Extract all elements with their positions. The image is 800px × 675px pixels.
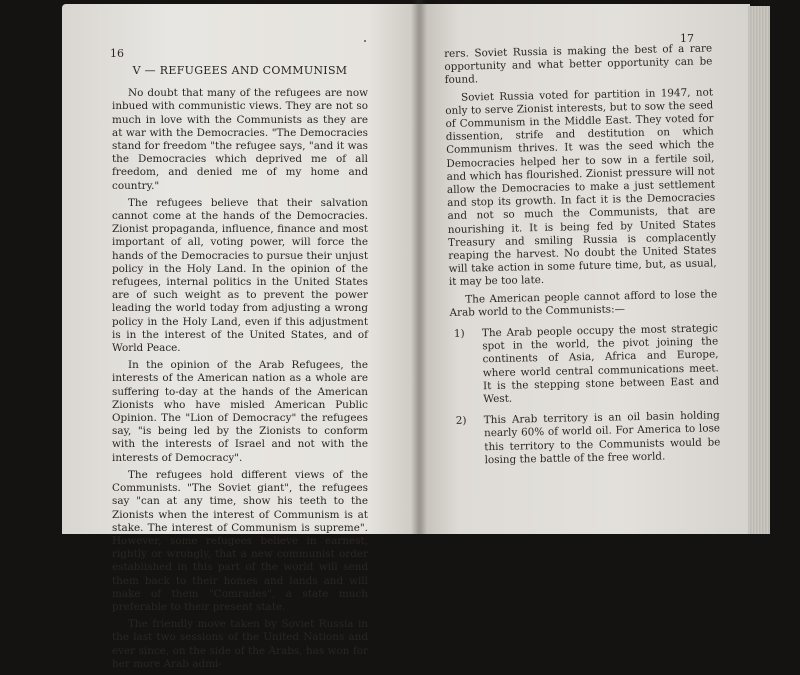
paragraph: No doubt that many of the refugees are now inbued with communistic views. They are not so much in love with the Communists as they are at war with the Democracies. "The Democracies stand for freedom "the refugee says, "and it was the Democracies which deprived me of all freedom, and denied me of my home and country." <box>112 87 368 192</box>
paragraph: The friendly move taken by Soviet Russia in the last two sessions of the United Nations and ever since, on the side of the Arabs, has won for her more Arab admi- <box>112 618 368 670</box>
page-number-left: 16 <box>110 47 124 60</box>
paragraph: In the opinion of the Arab Refugees, the interests of the American nation as a whole are suffering to-day at the hands of the American Zionists who have misled American Public Opinion. The "Lion of Democracy" the refugees say, "is being led by the Zionists to conform with the interests of Israel and not with the interests of Democracy". <box>112 359 368 464</box>
list-item-number: 1) <box>453 327 465 340</box>
paragraph: The American people cannot afford to lose the Arab world to the Communists:— <box>449 287 718 319</box>
paragraph: The refugees hold different views of the Communists. "The Soviet giant", the refugees say "can at any time, show his teeth to the Zionists when the interest of Communism is at stake. The interest of Communism is supreme". However, some refugees believe in earnest, rightly or wrongly, that a new communist order established in this part of the world will send them back to their homes and lands and will make of them "Comrades", a state much preferable to their present state. <box>112 468 368 613</box>
right-page-text <box>444 42 721 476</box>
page-edges <box>748 6 770 534</box>
list-item <box>450 322 720 407</box>
print-speck <box>364 40 366 42</box>
page-number-right: 17 <box>680 32 694 45</box>
right-page <box>420 4 750 534</box>
paragraph: Soviet Russia voted for partition in 1947, not only to serve Zionist interests, but to sow the seed of Communism in the Middle East. They voted for dissention, strife and destitution on which Communism thrives. It was the seed which the Democracies helped her to sow in a fertile soil, and which has flourished. Zionist pressure will not allow the Democracies to make a just settlement and stop its growth. In fact it is the Democracies and not so much the Communists, that are nourishing it. It is being fed by United States Treasury and smiling Russia is complacently reaping the harvest. No doubt the United States will take action in some future time, but, as usual, it may be too late. <box>445 85 717 289</box>
list-item-text: This Arab territory is an oil basin holding nearly 60% of world oil. For America to lose this territory to the Communists would be losing the battle of the free world. <box>483 409 721 467</box>
list-item-number: 2) <box>455 414 467 428</box>
left-page <box>62 4 422 670</box>
paragraph-continuation: rers. Soviet Russia is making the best of a rare opportunity and what better opportunity can be found. <box>444 42 713 87</box>
list-item <box>452 410 721 468</box>
numbered-list <box>450 322 721 468</box>
paragraph: The refugees believe that their salvation cannot come at the hands of the Democracies. Zionist propaganda, influence, finance and most important of all, voting power, will force the hands of the Democracies to pursue their unjust policy in the Holy Land. In the opinion of the refugees, internal politics in the United States are of such weight as to prevent the power leading the world today from adjusting a wrong policy in the Holy Land, even if this adjustment is in the interest of the United States, and of World Peace. <box>112 196 368 355</box>
list-item-text: The Arab people occupy the most strategic spot in the world, the pivot joining the continents of Asia, Africa and Europe, where world central communications meet. It is the stepping stone between East and West. <box>481 322 720 406</box>
chapter-heading: V — REFUGEES AND COMMUNISM <box>132 64 348 77</box>
left-page-text <box>112 64 368 675</box>
